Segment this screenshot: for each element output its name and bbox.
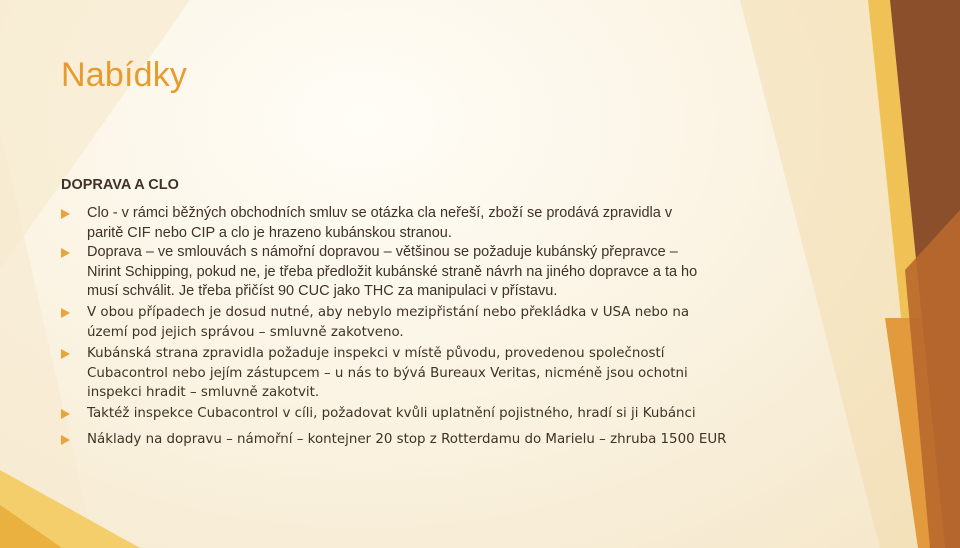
slide-title: Nabídky: [61, 56, 188, 94]
bullet-text: Taktéž inspekce Cubacontrol v cíli, požadovat kvůli uplatnění pojistného, hradí si ji Kubánci: [87, 406, 696, 421]
bullet-item-usa: [61, 303, 711, 342]
bullet-item-naklady: [61, 430, 761, 450]
triangle-right-icon: [61, 248, 70, 258]
triangle-right-icon: [61, 435, 70, 445]
triangle-right-icon: [61, 209, 70, 219]
bullet-text: Doprava – ve smlouvách s námořní dopravou – většinou se požaduje kubánský přepravce – Nirint Schipping, pokud ne, je třeba předložit kubánské straně návrh na jiného dopravce a ta ho musí schválit. Je třeba přičíst 90 CUC jako THC za manipulaci v přístavu.: [87, 244, 698, 299]
bullet-item-clo: [61, 204, 711, 243]
bullet-item-doprava: [61, 243, 711, 302]
section-heading: DOPRAVA A CLO: [61, 177, 179, 193]
bullet-text: Kubánská strana zpravidla požaduje inspekci v místě původu, provedenou společností Cubacontrol nebo jejím zástupcem – u nás to bývá Bureaux Veritas, nicméně jsou ochotni inspekci hradit – smluvně zakotvit.: [87, 346, 688, 400]
triangle-right-icon: [61, 409, 70, 419]
triangle-right-icon: [61, 349, 70, 359]
bullet-item-cubacontrol: [61, 404, 761, 424]
bullet-text: Clo - v rámci běžných obchodních smluv se otázka cla neřeší, zboží se prodává zpravidla v paritě CIF nebo CIP a clo je hrazeno kubánskou stranou.: [87, 205, 673, 241]
bullet-item-inspekce: [61, 344, 711, 403]
bullet-text: V obou případech je dosud nutné, aby nebylo mezipřistání nebo překládka v USA nebo na území pod jejich správou – smluvně zakotveno.: [87, 305, 690, 340]
triangle-right-icon: [61, 308, 70, 318]
bullet-text: Náklady na dopravu – námořní – kontejner 20 stop z Rotterdamu do Marielu – zhruba 1500 EUR: [87, 432, 727, 447]
